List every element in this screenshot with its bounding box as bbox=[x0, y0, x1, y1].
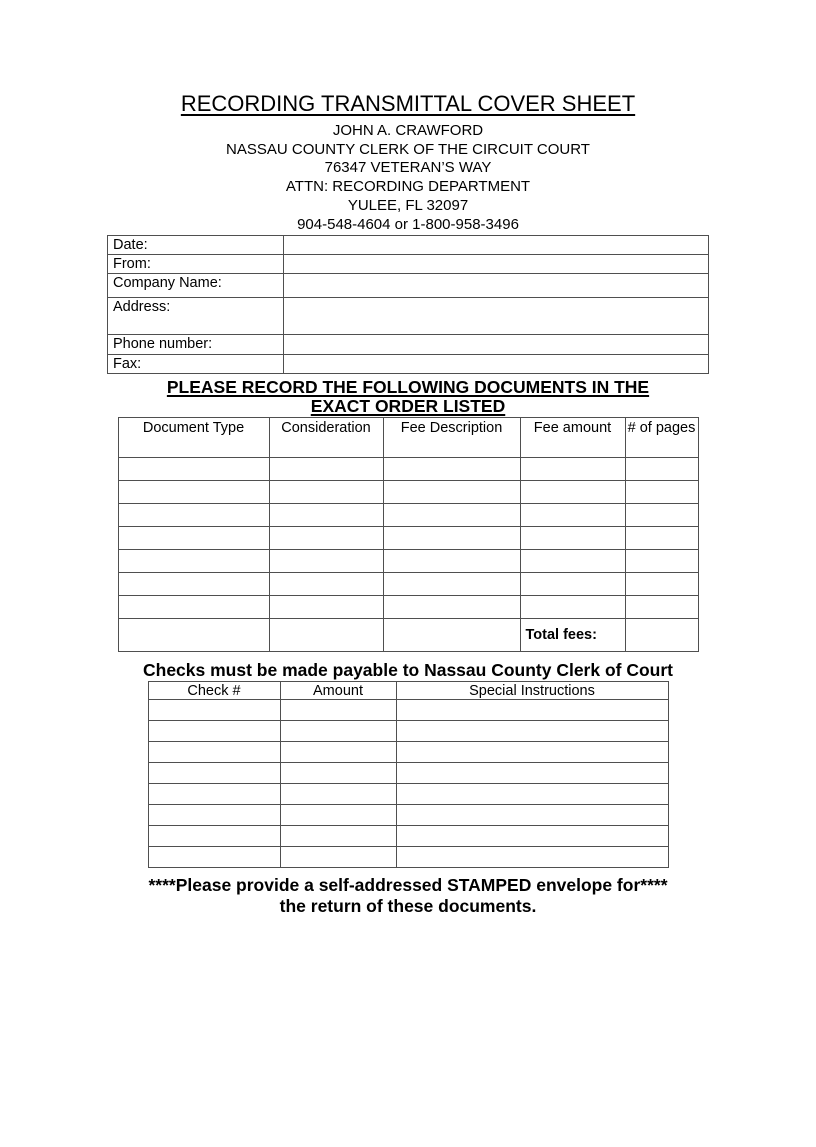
column-header-consideration: Consideration bbox=[269, 418, 383, 458]
contact-label-fax: Fax: bbox=[108, 355, 284, 374]
column-header-amount: Amount bbox=[280, 682, 396, 700]
empty-form-row bbox=[118, 550, 698, 573]
empty-cell bbox=[396, 700, 668, 721]
empty-form-row bbox=[118, 527, 698, 550]
empty-cell bbox=[148, 784, 280, 805]
empty-cell bbox=[280, 742, 396, 763]
empty-cell bbox=[118, 619, 269, 652]
record-documents-heading-line1: PLEASE RECORD THE FOLLOWING DOCUMENTS IN THE bbox=[166, 377, 650, 398]
empty-cell bbox=[396, 805, 668, 826]
empty-cell bbox=[280, 700, 396, 721]
empty-cell bbox=[383, 573, 520, 596]
empty-cell bbox=[520, 504, 625, 527]
empty-cell bbox=[269, 504, 383, 527]
stamped-envelope-note bbox=[0, 875, 816, 917]
empty-cell bbox=[396, 847, 668, 868]
contact-label-from: From: bbox=[108, 255, 284, 274]
record-documents-heading bbox=[0, 378, 816, 416]
column-header-special-instructions: Special Instructions bbox=[396, 682, 668, 700]
document-page bbox=[0, 91, 816, 1147]
empty-cell bbox=[520, 596, 625, 619]
record-documents-heading-line2: EXACT ORDER LISTED bbox=[310, 396, 506, 417]
letterhead-line-city: YULEE, FL 32097 bbox=[347, 196, 469, 214]
empty-form-row bbox=[148, 700, 668, 721]
letterhead-line-office: NASSAU COUNTY CLERK OF THE CIRCUIT COURT bbox=[226, 140, 590, 158]
empty-cell bbox=[625, 481, 698, 504]
letterhead bbox=[0, 122, 816, 234]
empty-cell bbox=[148, 847, 280, 868]
empty-cell bbox=[148, 742, 280, 763]
empty-cell bbox=[625, 458, 698, 481]
column-header-document-type: Document Type bbox=[118, 418, 269, 458]
column-header-check-number: Check # bbox=[148, 682, 280, 700]
empty-cell bbox=[280, 805, 396, 826]
total-fees-row bbox=[118, 619, 698, 652]
contact-value-company-name bbox=[284, 274, 709, 298]
empty-form-row bbox=[148, 805, 668, 826]
empty-cell bbox=[520, 550, 625, 573]
documents-table-header-row bbox=[118, 418, 698, 458]
letterhead-line-phone: 904-548-4604 or 1-800-958-3496 bbox=[297, 215, 519, 233]
contact-info-table bbox=[107, 235, 709, 374]
table-row bbox=[108, 355, 709, 374]
table-row bbox=[108, 236, 709, 255]
checks-table bbox=[148, 681, 669, 868]
empty-cell bbox=[280, 721, 396, 742]
empty-cell bbox=[148, 700, 280, 721]
documents-table bbox=[118, 417, 699, 652]
empty-cell bbox=[396, 784, 668, 805]
empty-cell bbox=[280, 763, 396, 784]
empty-cell bbox=[118, 527, 269, 550]
table-row bbox=[108, 255, 709, 274]
empty-form-row bbox=[148, 763, 668, 784]
empty-form-row bbox=[118, 458, 698, 481]
empty-cell bbox=[625, 596, 698, 619]
empty-cell bbox=[625, 573, 698, 596]
empty-form-row bbox=[118, 504, 698, 527]
empty-cell bbox=[625, 550, 698, 573]
empty-cell bbox=[383, 619, 520, 652]
empty-cell bbox=[280, 847, 396, 868]
empty-form-row bbox=[148, 826, 668, 847]
stamped-envelope-note-line2: the return of these documents. bbox=[279, 896, 537, 917]
letterhead-line-clerk-name: JOHN A. CRAWFORD bbox=[332, 122, 484, 139]
document-title: RECORDING TRANSMITTAL COVER SHEET bbox=[180, 91, 636, 116]
column-header-num-pages: # of pages bbox=[625, 418, 698, 458]
empty-cell bbox=[148, 721, 280, 742]
empty-cell bbox=[383, 550, 520, 573]
table-row bbox=[108, 274, 709, 298]
contact-value-phone-number bbox=[284, 335, 709, 355]
empty-cell bbox=[383, 596, 520, 619]
empty-cell bbox=[383, 504, 520, 527]
empty-form-row bbox=[148, 847, 668, 868]
empty-form-row bbox=[118, 573, 698, 596]
checks-table-header-row bbox=[148, 682, 668, 700]
empty-cell bbox=[383, 481, 520, 504]
empty-form-row bbox=[148, 784, 668, 805]
empty-cell bbox=[269, 596, 383, 619]
empty-form-row bbox=[148, 742, 668, 763]
empty-cell bbox=[118, 596, 269, 619]
empty-cell bbox=[280, 784, 396, 805]
empty-cell bbox=[118, 481, 269, 504]
empty-cell bbox=[269, 619, 383, 652]
empty-form-row bbox=[118, 596, 698, 619]
empty-cell bbox=[383, 527, 520, 550]
empty-cell bbox=[118, 458, 269, 481]
contact-label-date: Date: bbox=[108, 236, 284, 255]
empty-cell bbox=[269, 527, 383, 550]
empty-cell bbox=[396, 763, 668, 784]
empty-cell bbox=[118, 504, 269, 527]
empty-cell bbox=[396, 721, 668, 742]
empty-cell bbox=[269, 573, 383, 596]
total-fees-label: Total fees: bbox=[520, 619, 625, 652]
letterhead-line-street: 76347 VETERAN’S WAY bbox=[324, 159, 492, 177]
empty-cell bbox=[625, 504, 698, 527]
table-row bbox=[108, 298, 709, 335]
empty-cell bbox=[625, 527, 698, 550]
empty-cell bbox=[396, 742, 668, 763]
empty-cell bbox=[148, 763, 280, 784]
empty-cell bbox=[520, 527, 625, 550]
contact-value-fax bbox=[284, 355, 709, 374]
empty-cell bbox=[118, 550, 269, 573]
empty-cell bbox=[148, 805, 280, 826]
contact-value-date bbox=[284, 236, 709, 255]
contact-value-from bbox=[284, 255, 709, 274]
empty-cell bbox=[383, 458, 520, 481]
column-header-fee-amount: Fee amount bbox=[520, 418, 625, 458]
contact-value-address bbox=[284, 298, 709, 335]
empty-cell bbox=[396, 826, 668, 847]
column-header-fee-description: Fee Description bbox=[383, 418, 520, 458]
empty-cell bbox=[520, 573, 625, 596]
total-fees-value bbox=[625, 619, 698, 652]
contact-label-address: Address: bbox=[108, 298, 284, 335]
empty-form-row bbox=[148, 721, 668, 742]
empty-cell bbox=[269, 550, 383, 573]
contact-label-phone-number: Phone number: bbox=[108, 335, 284, 355]
letterhead-line-attn: ATTN: RECORDING DEPARTMENT bbox=[285, 178, 531, 196]
empty-cell bbox=[269, 458, 383, 481]
empty-cell bbox=[520, 481, 625, 504]
empty-cell bbox=[269, 481, 383, 504]
empty-cell bbox=[148, 826, 280, 847]
empty-cell bbox=[118, 573, 269, 596]
contact-label-company-name: Company Name: bbox=[108, 274, 284, 298]
checks-payable-heading: Checks must be made payable to Nassau County Clerk of Court bbox=[143, 660, 673, 681]
table-row bbox=[108, 335, 709, 355]
empty-cell bbox=[520, 458, 625, 481]
empty-form-row bbox=[118, 481, 698, 504]
empty-cell bbox=[280, 826, 396, 847]
stamped-envelope-note-line1: ****Please provide a self-addressed STAMPED envelope for**** bbox=[148, 875, 668, 896]
